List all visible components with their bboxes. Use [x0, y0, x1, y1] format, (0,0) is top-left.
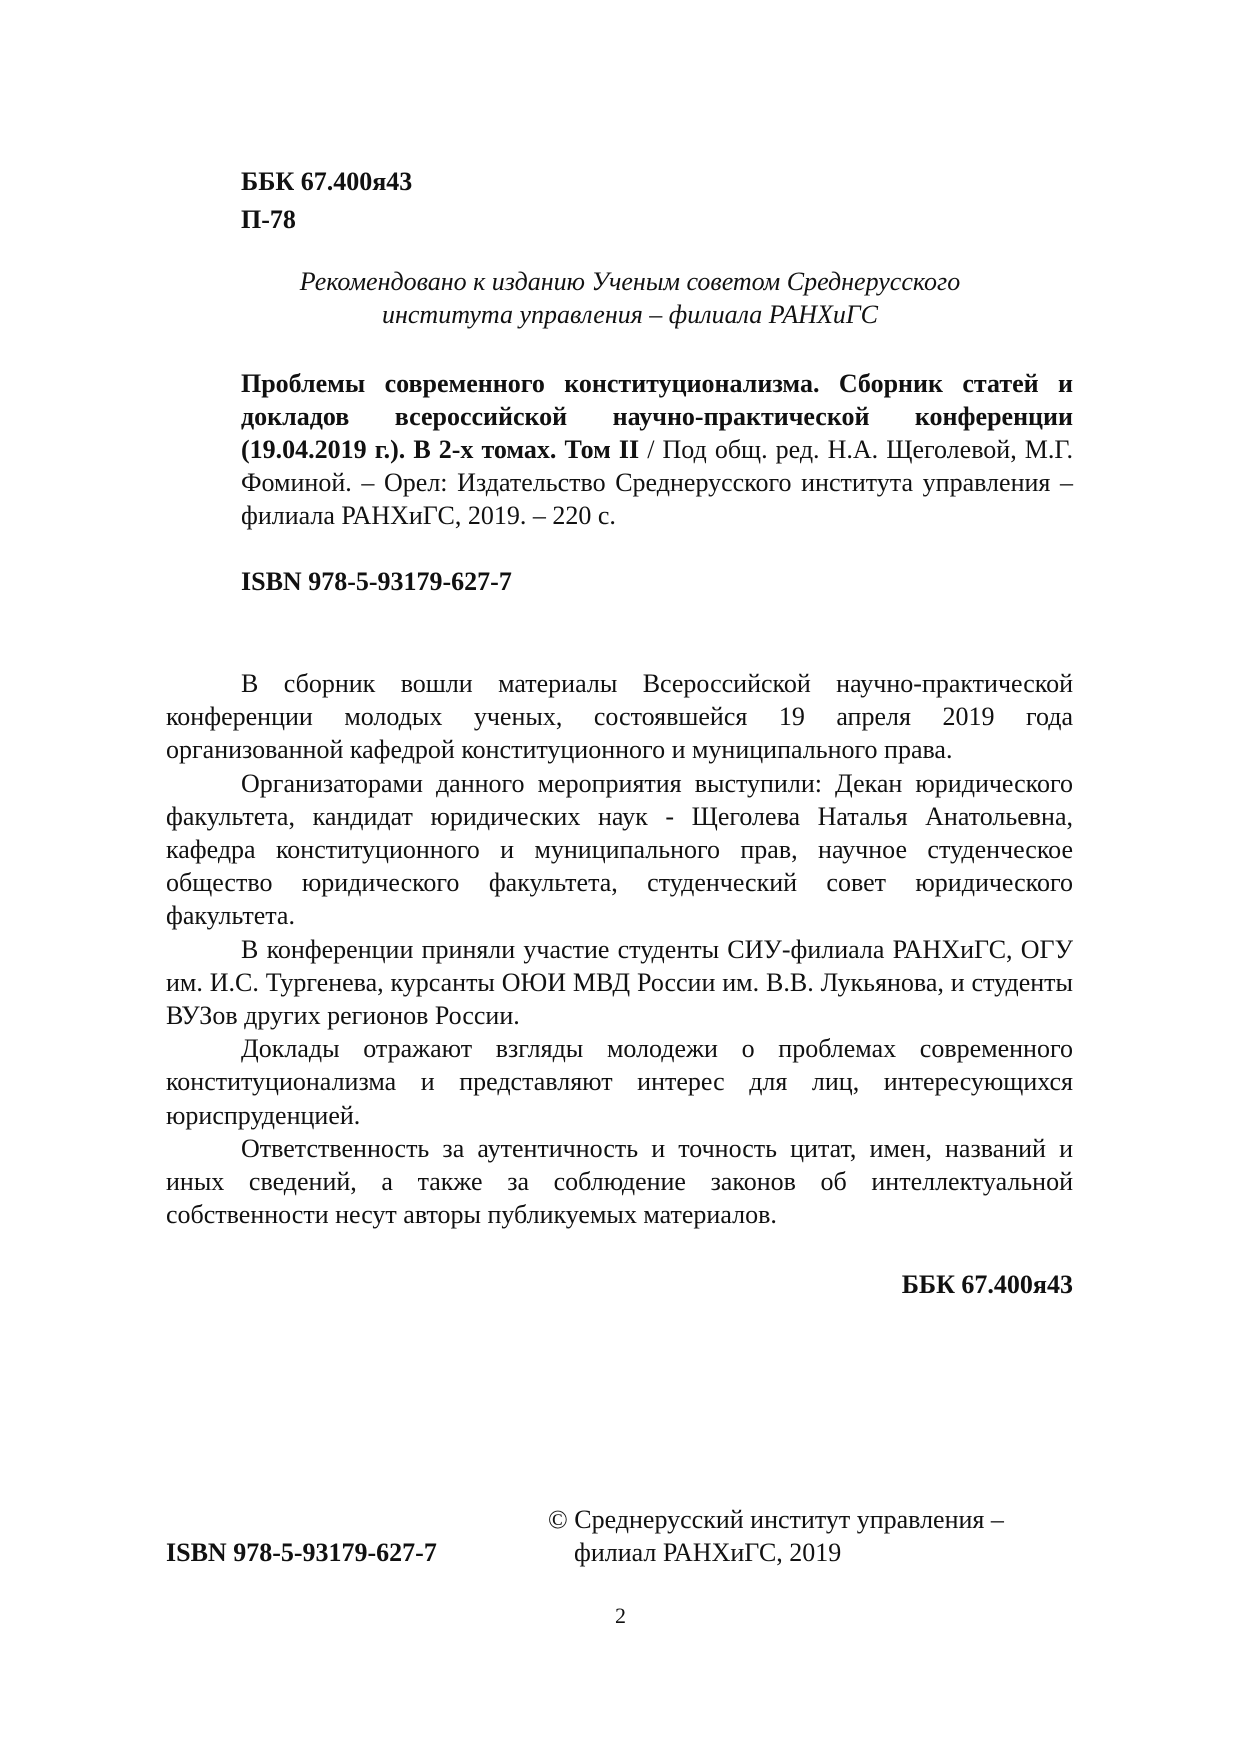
- copyright-line-1: © Среднерусский институт управления –: [548, 1505, 1004, 1534]
- recommendation-line-2: института управления – филиала РАНХиГС: [381, 300, 879, 329]
- isbn-bottom: ISBN 978-5-93179-627-7: [166, 1538, 437, 1567]
- publication-title: Проблемы современного конституционализма. Сборник статей и докладов всероссийской научно-практической конференции (19.04.2019 г.). В 2-х томах. Том II: [241, 369, 1073, 464]
- bbk-code: ББК 67.400я43: [241, 167, 413, 196]
- bbk-code-bottom: ББК 67.400я43: [901, 1270, 1073, 1299]
- isbn-top: ISBN 978-5-93179-627-7: [241, 567, 512, 596]
- classification-block: [241, 163, 412, 239]
- annotation-paragraph: В конференции приняли участие студенты СИУ-филиала РАНХиГС, ОГУ им. И.С. Тургенева, курсанты ОЮИ МВД России им. В.В. Лукьянова, и студенты ВУЗов других регионов России.: [166, 934, 1073, 1031]
- annotation: [166, 667, 1073, 1231]
- page-number: 2: [615, 1603, 626, 1628]
- annotation-paragraph: Ответственность за аутентичность и точность цитат, имен, названий и иных сведений, а также за соблюдение законов об интеллектуальной собственности несут авторы публикуемых материалов.: [166, 1133, 1073, 1230]
- annotation-paragraph: Организаторами данного мероприятия выступили: Декан юридического факультета, кандидат юридических наук - Щеголева Наталья Анатольевна, кафедра конституционного и муниципального прав, научное студенческое общество юридического факультета, студенческий совет юридического факультета.: [166, 768, 1073, 931]
- annotation-paragraph: В сборник вошли материалы Всероссийской научно-практической конференции молодых ученых, состоявшейся 19 апреля 2019 года организованной кафедрой конституционного и муниципального права.: [166, 669, 1073, 765]
- bibliographic-description: [241, 367, 1073, 532]
- publication-details: / Под общ. ред. Н.А. Щеголевой, М.Г. Фоминой. – Орел: Издательство Среднерусского института управления – филиала РАНХиГС, 2019. – 220 с.: [241, 435, 1073, 530]
- annotation-paragraph: Доклады отражают взгляды молодежи о проблемах современного конституционализма и представляют интерес для лиц, интересующихся юриспруденцией.: [166, 1034, 1073, 1130]
- recommendation-note: [200, 265, 1060, 331]
- recommendation-line-1: Рекомендовано к изданию Ученым советом Среднерусского: [299, 267, 961, 296]
- author-mark: П-78: [241, 205, 296, 234]
- copyright-line-2: филиал РАНХиГС, 2019: [574, 1538, 842, 1567]
- copyright-notice: [548, 1503, 1078, 1569]
